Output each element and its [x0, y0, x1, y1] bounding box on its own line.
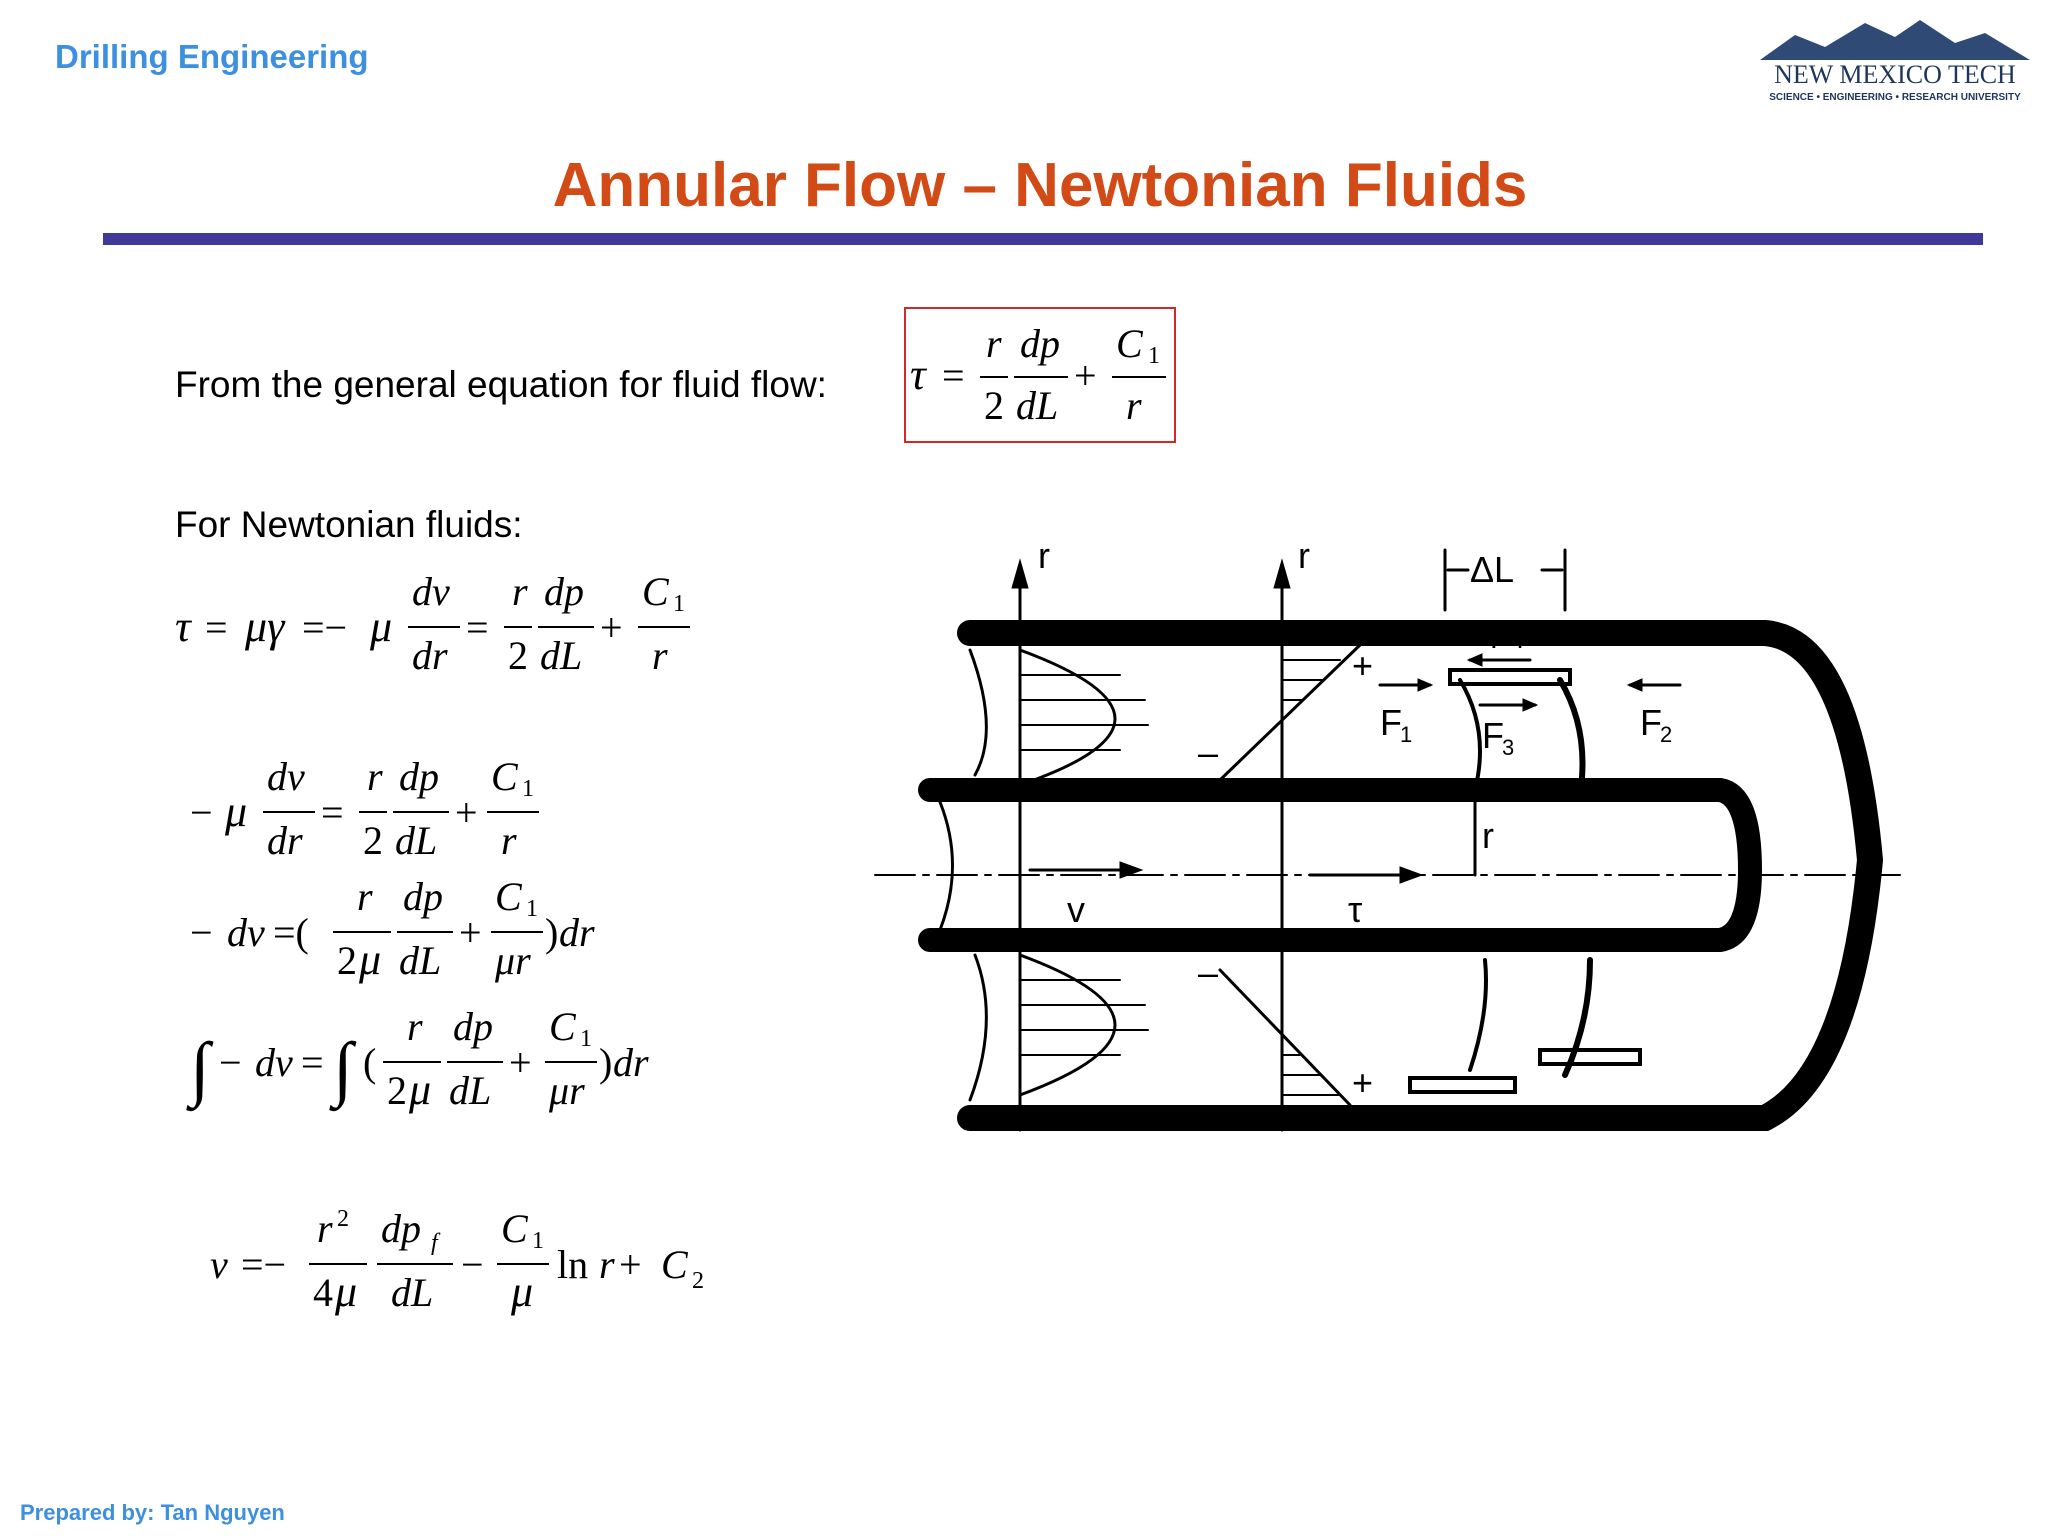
- svg-text:dp: dp: [453, 1004, 493, 1049]
- svg-text:v: v: [210, 1242, 228, 1287]
- slide-title: Annular Flow – Newtonian Fluids: [552, 151, 1528, 220]
- svg-text:C: C: [491, 754, 518, 799]
- svg-text:C: C: [549, 1004, 576, 1049]
- svg-text:1: 1: [673, 591, 685, 617]
- svg-text:f: f: [431, 1230, 438, 1256]
- svg-text:−: −: [190, 910, 213, 955]
- equation-velocity-gradient: [185, 750, 545, 870]
- svg-text:μ: μ: [335, 1267, 358, 1316]
- svg-text:r: r: [357, 874, 373, 919]
- svg-text:C: C: [495, 874, 522, 919]
- equation-shear-stress: [170, 565, 710, 685]
- svg-text:+: +: [600, 605, 623, 650]
- svg-text:+: +: [1074, 353, 1097, 398]
- svg-text:∫: ∫: [333, 1028, 353, 1108]
- svg-text:3: 3: [1502, 735, 1515, 760]
- svg-text:1: 1: [522, 776, 534, 802]
- svg-text:r: r: [367, 754, 383, 799]
- svg-text:F: F: [1482, 715, 1504, 756]
- svg-text:r: r: [1126, 383, 1142, 428]
- svg-text:r: r: [652, 633, 668, 678]
- svg-text:dp: dp: [403, 874, 443, 919]
- svg-text:dp: dp: [1020, 321, 1060, 366]
- svg-text:C: C: [501, 1206, 528, 1251]
- svg-text:C: C: [661, 1242, 688, 1287]
- svg-text:=: =: [942, 353, 965, 398]
- svg-text:): ): [599, 1040, 613, 1085]
- svg-text:dL: dL: [540, 633, 583, 678]
- svg-text:4: 4: [313, 1270, 333, 1315]
- svg-text:+: +: [455, 790, 478, 835]
- svg-text:2: 2: [508, 633, 528, 678]
- svg-text:2: 2: [1660, 722, 1673, 747]
- author-credit: Prepared by: Tan Nguyen: [20, 1500, 285, 1525]
- svg-text:μ: μ: [370, 602, 393, 651]
- title-divider: [103, 233, 1983, 245]
- svg-text:dr: dr: [559, 910, 595, 955]
- svg-text:2: 2: [337, 938, 357, 983]
- svg-text:ΔL: ΔL: [1470, 549, 1515, 590]
- svg-text:r: r: [599, 1242, 615, 1287]
- svg-text:C: C: [642, 569, 669, 614]
- general-equation-label: From the general equation for fluid flow:: [175, 364, 827, 405]
- svg-text:1: 1: [1148, 343, 1160, 369]
- svg-text:r: r: [407, 1004, 423, 1049]
- svg-text:NEW MEXICO TECH: NEW MEXICO TECH: [1774, 60, 2016, 89]
- svg-text:C: C: [1116, 321, 1143, 366]
- svg-text:=: =: [301, 1040, 324, 1085]
- svg-text:μ: μ: [359, 935, 382, 984]
- svg-text:τ: τ: [1348, 889, 1363, 930]
- svg-text:–: –: [1198, 732, 1219, 773]
- svg-text:dp: dp: [399, 754, 439, 799]
- svg-text:+: +: [509, 1040, 532, 1085]
- svg-text:+: +: [1352, 1062, 1374, 1103]
- svg-text:1: 1: [532, 1228, 544, 1254]
- svg-text:(: (: [363, 1040, 377, 1085]
- svg-text:2: 2: [387, 1068, 407, 1113]
- svg-text:r: r: [501, 818, 517, 863]
- svg-text:μr: μr: [549, 1068, 585, 1113]
- general-equation: [904, 307, 1176, 443]
- svg-text:μ: μ: [225, 787, 248, 836]
- svg-text:ln: ln: [557, 1242, 589, 1287]
- svg-text:r: r: [986, 321, 1002, 366]
- course-name: Drilling Engineering: [55, 38, 369, 75]
- svg-text:+: +: [459, 910, 482, 955]
- svg-text:2: 2: [692, 1268, 704, 1294]
- svg-text:μγ: μγ: [245, 602, 285, 651]
- svg-text:r: r: [317, 1206, 333, 1251]
- svg-text:=−: =−: [302, 605, 348, 650]
- equation-dv: [185, 870, 625, 990]
- new-mexico-tech-logo: [1755, 15, 2035, 105]
- svg-text:dv: dv: [227, 910, 265, 955]
- svg-text:−: −: [219, 1040, 242, 1085]
- newtonian-label: For Newtonian fluids:: [175, 504, 523, 545]
- svg-text:∫: ∫: [190, 1028, 210, 1108]
- svg-text:−: −: [190, 790, 213, 835]
- svg-text:r: r: [1298, 535, 1310, 576]
- svg-text:): ): [545, 910, 559, 955]
- svg-text:=: =: [205, 605, 228, 650]
- equation-integral: [185, 998, 665, 1128]
- svg-text:μ: μ: [409, 1065, 432, 1114]
- svg-text:dr: dr: [267, 818, 303, 863]
- svg-text:dL: dL: [1016, 383, 1059, 428]
- svg-text:μ: μ: [511, 1267, 534, 1316]
- svg-text:F: F: [1640, 702, 1662, 743]
- inner-pipe: [930, 790, 1750, 940]
- svg-text:–: –: [1198, 952, 1219, 993]
- svg-text:F4: F4: [1490, 622, 1526, 655]
- svg-text:τ: τ: [910, 350, 926, 399]
- svg-text:1: 1: [1400, 722, 1413, 747]
- svg-text:r: r: [1038, 535, 1050, 576]
- svg-text:−: −: [461, 1242, 484, 1287]
- svg-text:dr: dr: [613, 1040, 649, 1085]
- svg-text:=(: =(: [273, 910, 309, 955]
- svg-text:dL: dL: [391, 1270, 434, 1315]
- svg-text:dL: dL: [395, 818, 438, 863]
- svg-text:=−: =−: [241, 1242, 287, 1287]
- svg-text:+: +: [619, 1242, 642, 1287]
- svg-text:dv: dv: [267, 754, 305, 799]
- svg-text:v: v: [1067, 889, 1085, 930]
- svg-text:2: 2: [337, 1206, 349, 1232]
- svg-text:F: F: [1380, 702, 1402, 743]
- svg-text:τ: τ: [175, 602, 191, 651]
- svg-text:dL: dL: [449, 1068, 492, 1113]
- svg-text:dp: dp: [544, 569, 584, 614]
- equation-velocity-profile: [205, 1200, 725, 1330]
- svg-text:2: 2: [363, 818, 383, 863]
- svg-text:μr: μr: [495, 938, 531, 983]
- outer-wall-top: [970, 630, 1910, 860]
- annular-flow-diagram: [870, 530, 1910, 1150]
- svg-text:SCIENCE • ENGINEERING • RESEAR: SCIENCE • ENGINEERING • RESEARCH UNIVERSITY: [1769, 92, 2021, 103]
- svg-text:+: +: [1352, 645, 1374, 686]
- svg-text:dv: dv: [412, 569, 450, 614]
- svg-text:=: =: [321, 790, 344, 835]
- svg-text:dr: dr: [412, 633, 448, 678]
- svg-text:=: =: [466, 605, 489, 650]
- svg-text:2: 2: [984, 383, 1004, 428]
- svg-text:dL: dL: [399, 938, 442, 983]
- svg-text:dv: dv: [255, 1040, 293, 1085]
- svg-text:1: 1: [580, 1026, 592, 1052]
- svg-text:dp: dp: [381, 1206, 421, 1251]
- svg-text:r: r: [512, 569, 528, 614]
- svg-text:1: 1: [526, 896, 538, 922]
- svg-text:r: r: [1482, 815, 1494, 856]
